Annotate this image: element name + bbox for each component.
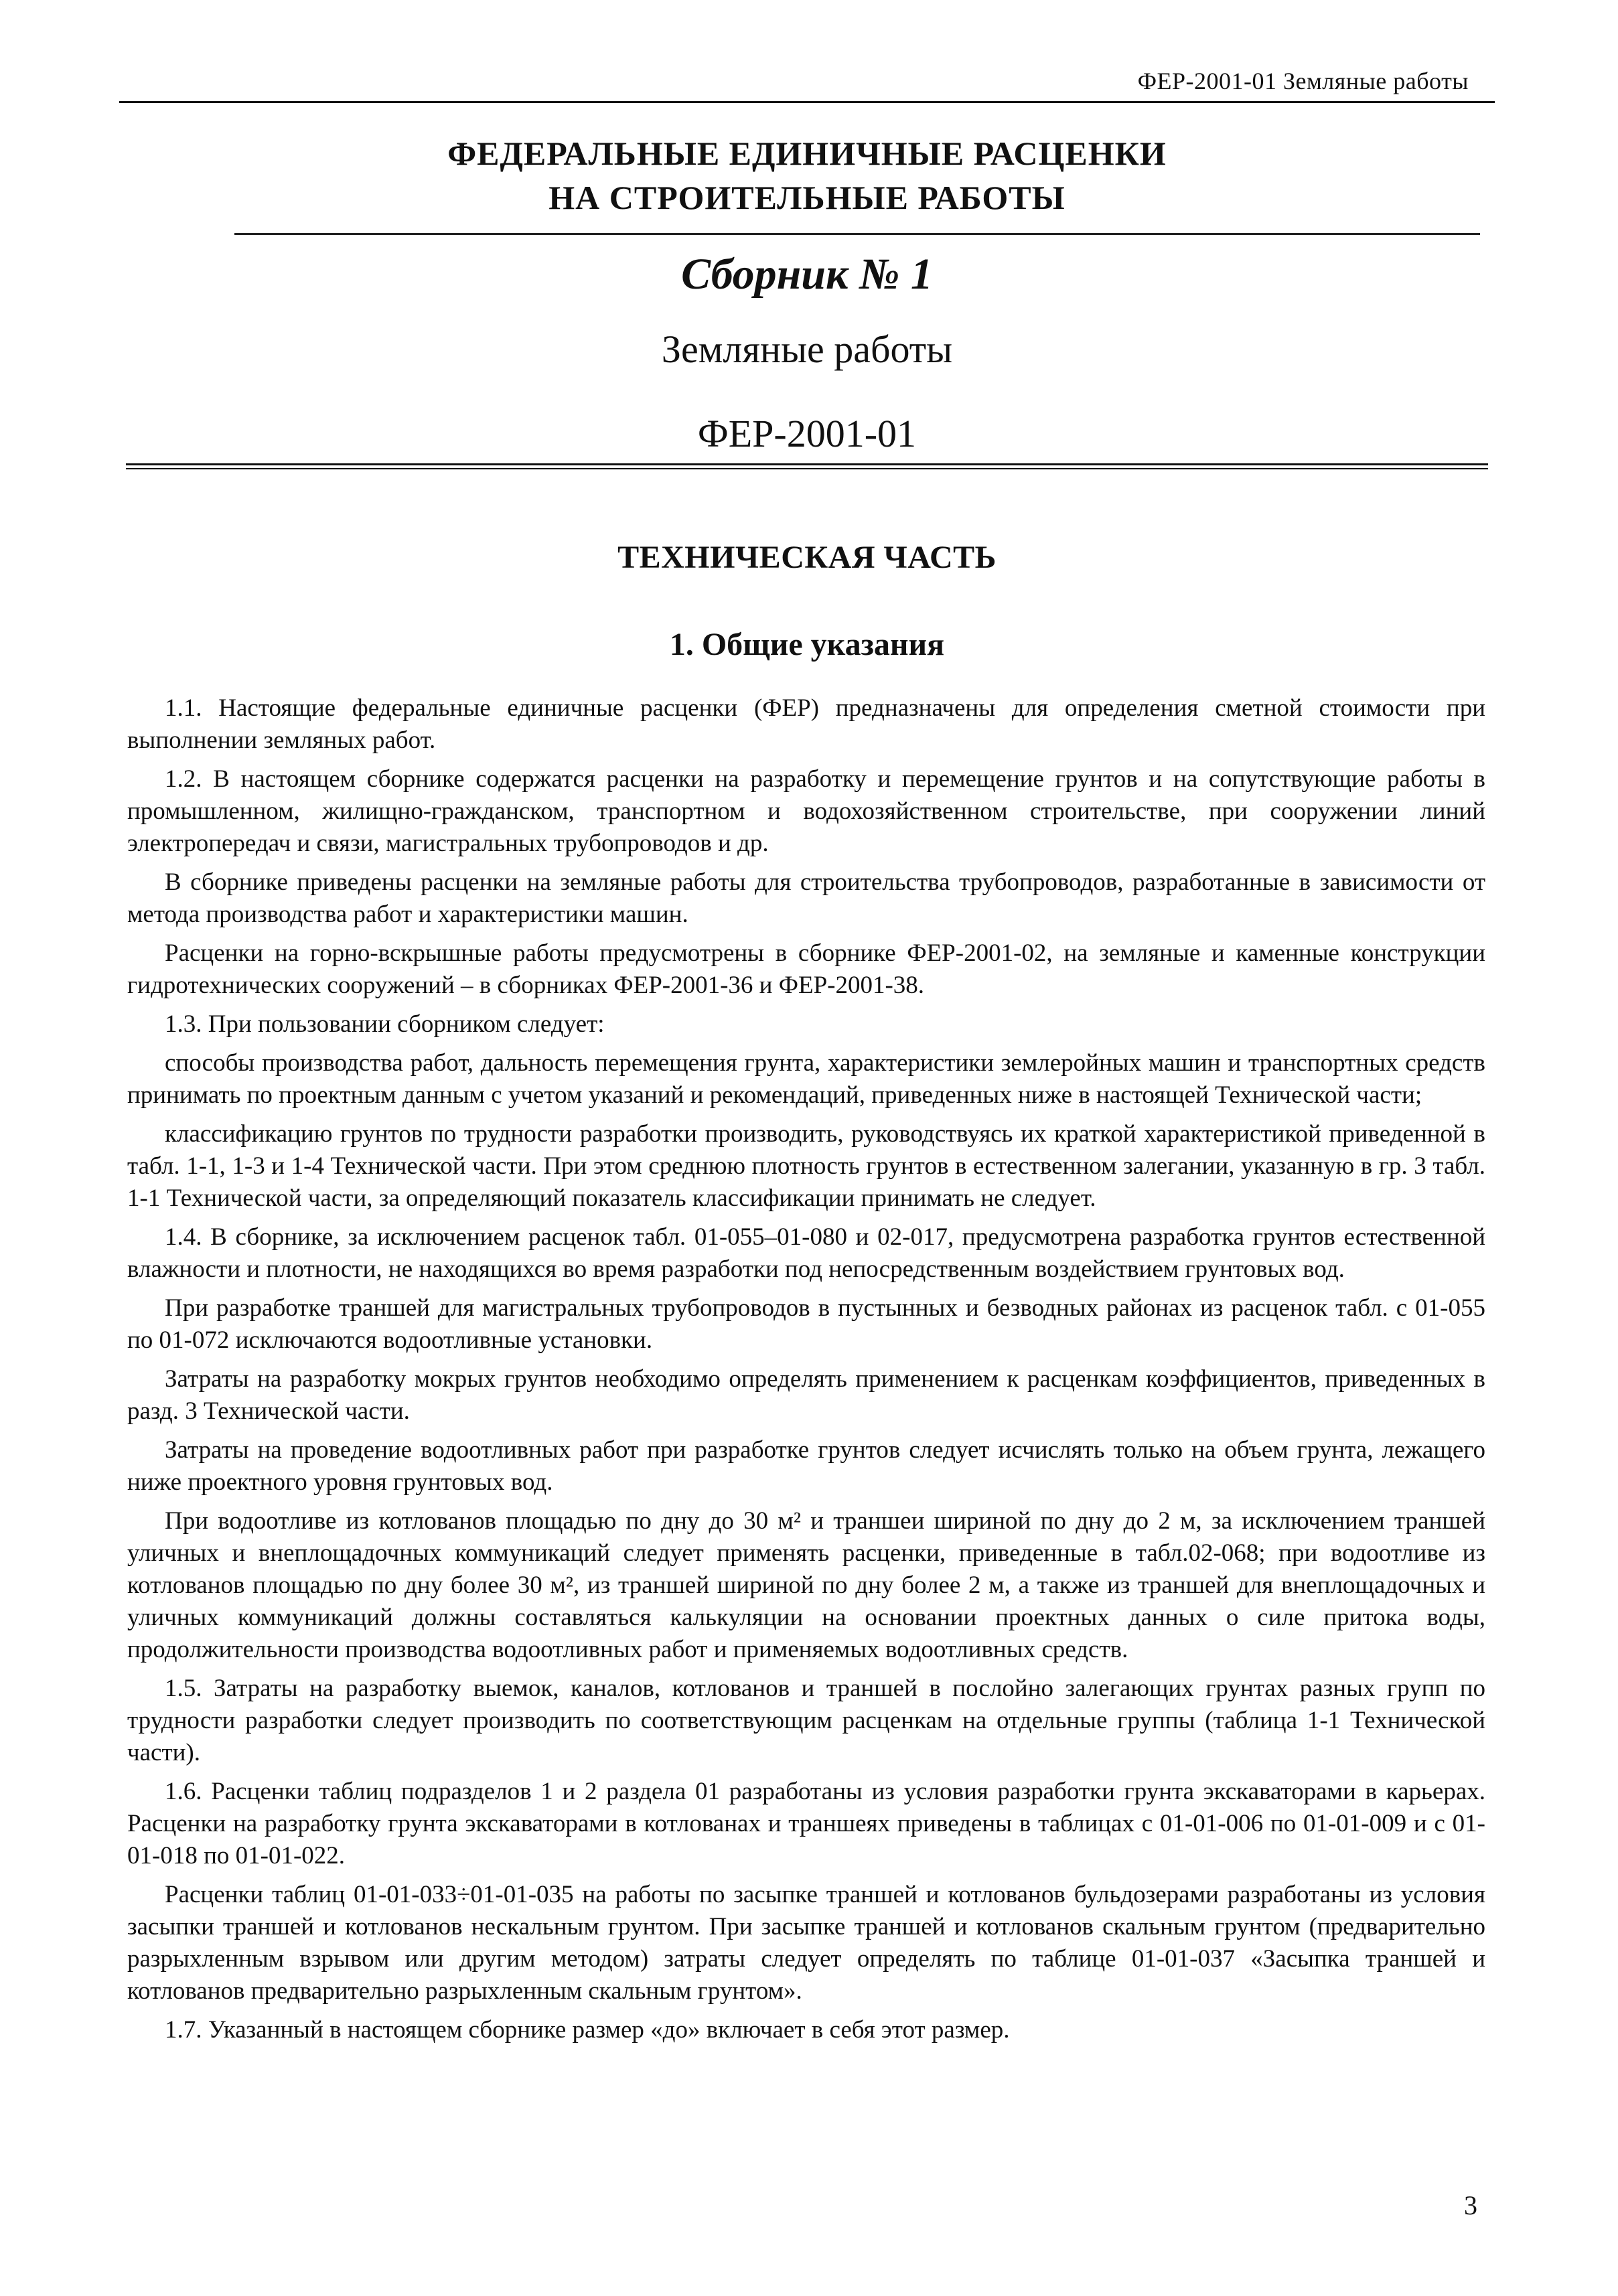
paragraph: Затраты на разработку мокрых грунтов необходимо определять применением к расценкам коэффициентов, приведенных в разд. 3 Технической части. [127, 1365, 1485, 1425]
document-title-line-1: ФЕДЕРАЛЬНЫЕ ЕДИНИЧНЫЕ РАСЦЕНКИ [447, 135, 1167, 172]
header-rule [119, 101, 1495, 103]
document-title [119, 131, 1495, 220]
title-rule [234, 233, 1480, 235]
paragraph: 1.1. Настоящие федеральные единичные расценки (ФЕР) предназначены для определения сметной стоимости при выполнении земляных работ. [127, 694, 1485, 754]
paragraph: При разработке траншей для магистральных трубопроводов в пустынных и безводных районах из расценок табл. с 01-055 по 01-072 исключаются водоотливные установки. [127, 1294, 1485, 1354]
paragraph: Расценки на горно-вскрышные работы предусмотрены в сборнике ФЕР-2001-02, на земляные и каменные конструкции гидротехнических сооружений – в сборниках ФЕР-2001-36 и ФЕР-2001-38. [127, 939, 1485, 999]
collection-name: Земляные работы [661, 327, 953, 371]
paragraph: 1.5. Затраты на разработку выемок, каналов, котлованов и траншей в послойно залегающих грунтах разных групп по трудности разработки следует производить по соответствующим расценкам на отдельные группы (таблица 1-1 Технической части). [127, 1675, 1485, 1766]
document-title-line-2: НА СТРОИТЕЛЬНЫЕ РАБОТЫ [548, 179, 1065, 216]
paragraph: При водоотливе из котлованов площадью по дну до 30 м² и траншеи шириной по дну до 2 м, за исключением траншей уличных и внеплощадочных коммуникаций следует применять расценки, приведенные в табл.02-068; при водоотливе из котлованов площадью по дну более 30 м², из траншей шириной по дну более 2 м, а также из траншей для внеплощадочных и уличных коммуникаций должны составляться калькуляции на основании проектных данных о силе притока воды, продолжительности производства водоотливных работ и применяемых водоотливных средств. [127, 1507, 1485, 1663]
section-title: 1. Общие указания [669, 627, 945, 662]
body-text [127, 692, 1485, 2053]
collection-label: Сборник № 1 [681, 250, 933, 299]
paragraph: Затраты на проведение водоотливных работ при разработке грунтов следует исчислять только на объем грунта, лежащего ниже проектного уровня грунтовых вод. [127, 1436, 1485, 1496]
part-title: ТЕХНИЧЕСКАЯ ЧАСТЬ [617, 540, 997, 575]
paragraph: 1.2. В настоящем сборнике содержатся расценки на разработку и перемещение грунтов и на сопутствующие работы в промышленном, жилищно-гражданском, транспортном и водохозяйственном строительстве, при сооружении линий электропередач и связи, магистральных трубопроводов и др. [127, 765, 1485, 857]
page-number: 3 [1464, 2190, 1477, 2220]
paragraph: 1.7. Указанный в настоящем сборнике размер «до» включает в себя этот размер. [165, 2016, 1010, 2044]
paragraph: В сборнике приведены расценки на земляные работы для строительства трубопроводов, разработанные в зависимости от метода производства работ и характеристики машин. [127, 868, 1485, 928]
paragraph: 1.6. Расценки таблиц подразделов 1 и 2 раздела 01 разработаны из условия разработки грунта экскаваторами в карьерах. Расценки на разработку грунта экскаваторами в котлованах и траншеях приведены в таблицах с 01-01-006 по 01-01-009 и с 01-01-018 по 01-01-022. [127, 1778, 1485, 1869]
double-rule-bottom [126, 468, 1488, 469]
paragraph: 1.4. В сборнике, за исключением расценок табл. 01-055–01-080 и 02-017, предусмотрена разработка грунтов естественной влажности и плотности, не находящихся во время разработки под непосредственным воздействием грунтовых вод. [127, 1223, 1485, 1283]
double-rule-top [126, 463, 1488, 465]
collection-code: ФЕР-2001-01 [697, 412, 917, 455]
running-header: ФЕР-2001-01 Земляные работы [1137, 68, 1469, 94]
paragraph: Расценки таблиц 01-01-033÷01-01-035 на работы по засыпке траншей и котлованов бульдозерами разработаны из условия засыпки траншей и котлованов нескальным грунтом. При засыпке траншей и котлованов скальным грунтом (предварительно разрыхленным взрывом или другим методом) затраты следует определять по таблице 01-01-037 «Засыпка траншей и котлованов предварительно разрыхленным скальным грунтом». [127, 1881, 1485, 2005]
paragraph: классификацию грунтов по трудности разработки производить, руководствуясь их краткой характеристикой приведенной в табл. 1-1, 1-3 и 1-4 Технической части. При этом среднюю плотность грунтов в естественном залегании, указанную в гр. 3 табл. 1-1 Технической части, за определяющий показатель классификации принимать не следует. [127, 1120, 1485, 1212]
paragraph: способы производства работ, дальность перемещения грунта, характеристики землеройных машин и транспортных средств принимать по проектным данным с учетом указаний и рекомендаций, приведенных ниже в настоящей Технической части; [127, 1049, 1485, 1109]
paragraph: 1.3. При пользовании сборником следует: [165, 1010, 605, 1038]
